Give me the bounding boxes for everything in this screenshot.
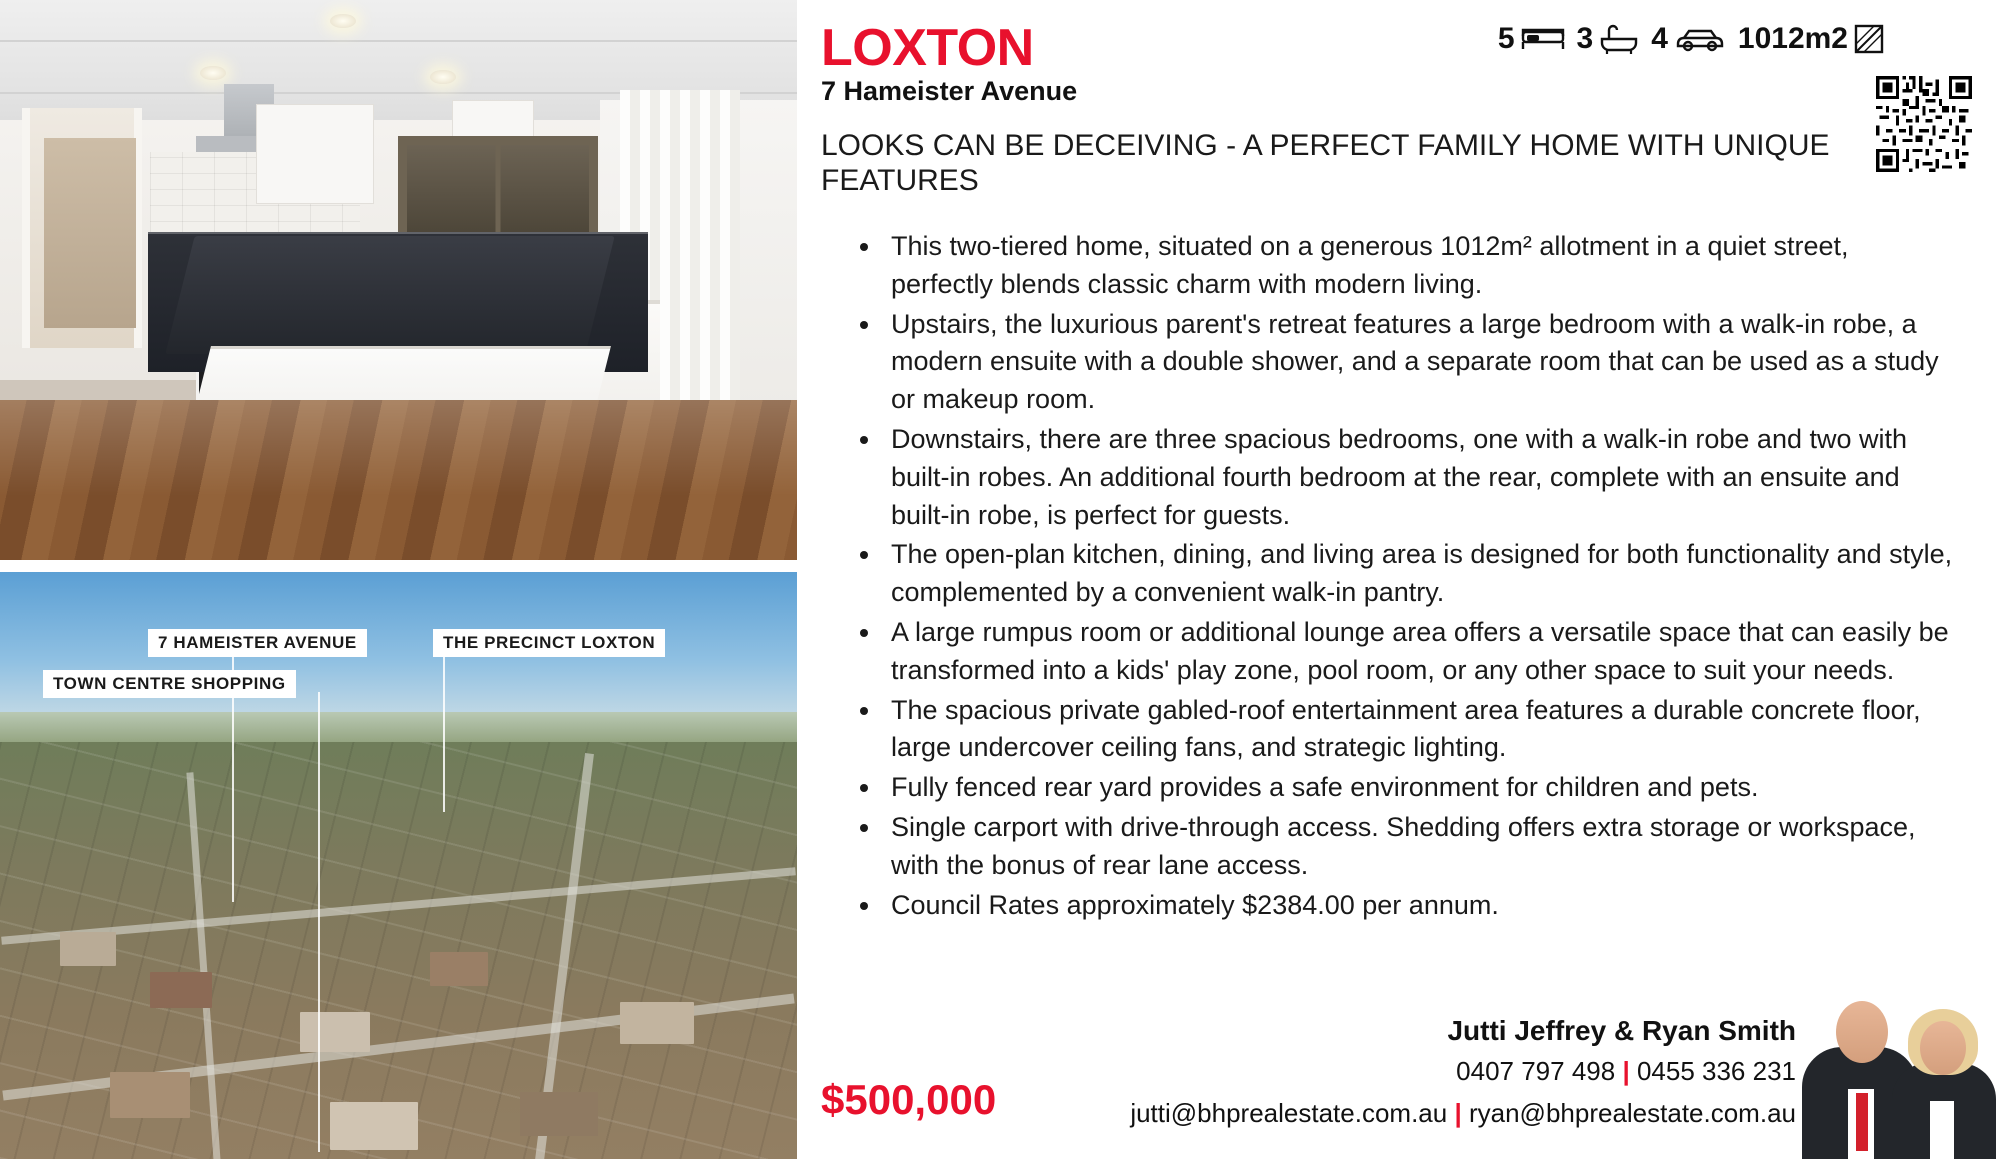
- feature-bedrooms: [1498, 22, 1565, 56]
- doorway-interior: [44, 138, 136, 328]
- price: $500,000: [821, 1076, 997, 1123]
- bathrooms-count: 3: [1576, 22, 1594, 55]
- feature-landsize: [1738, 22, 1884, 56]
- landsize-value: 1012m2: [1737, 22, 1848, 55]
- car-icon: [1674, 25, 1726, 53]
- downlight: [200, 66, 226, 80]
- bullet-item: • Single carport with drive-through access. Shedding offers extra storage or workspace, with the bonus of rear lane access.: [883, 809, 1953, 885]
- ceiling-line: [0, 40, 797, 42]
- feature-bullets: [853, 228, 1953, 926]
- doorway: [22, 108, 142, 348]
- email-2[interactable]: ryan@bhprealestate.com.au: [1468, 1098, 1796, 1128]
- downlight: [330, 14, 356, 28]
- bullet-item: • Council Rates approximately $2384.00 per annum.: [883, 887, 1953, 925]
- rooftop: [110, 1072, 190, 1118]
- headline: LOOKS CAN BE DECEIVING - A PERFECT FAMILY HOME WITH UNIQUE FEATURES: [821, 129, 1830, 198]
- agent-names: Jutti Jeffrey & Ryan Smith: [1447, 1015, 1796, 1046]
- downlight: [430, 70, 456, 84]
- qr-code[interactable]: [1876, 76, 1972, 172]
- content-column: [797, 0, 2000, 1159]
- image-column: [0, 0, 797, 1159]
- bullet-item: • The open-plan kitchen, dining, and living area is designed for both functionality and style, complemented by a convenient walk-in pantry.: [883, 536, 1953, 612]
- bedrooms-count: 5: [1497, 22, 1515, 55]
- agent-emails: [1130, 1098, 1796, 1129]
- agent-phones: [1456, 1056, 1796, 1087]
- bullet-item: • The spacious private gabled-roof entertainment area features a durable concrete floor, large undercover ceiling fans, and strategic lighting.: [883, 692, 1953, 768]
- map-label-town-centre: TOWN CENTRE SHOPPING: [43, 670, 296, 698]
- bullet-item: • This two-tiered home, situated on a generous 1012m² allotment in a quiet street, perfectly blends classic charm with modern living.: [883, 228, 1953, 304]
- feature-bathrooms: [1577, 22, 1640, 56]
- carspaces-count: 4: [1651, 22, 1668, 55]
- floor-sheen: [0, 400, 797, 560]
- rooftop: [300, 1012, 370, 1052]
- map-label-hameister-avenue: 7 HAMEISTER AVENUE: [148, 629, 367, 657]
- kitchen-photo: [0, 0, 797, 560]
- rooftop: [430, 952, 488, 986]
- bullet-item: • Fully fenced rear yard provides a safe environment for children and pets.: [883, 769, 1953, 807]
- rooftop: [520, 1092, 598, 1136]
- land-area-icon: [1854, 24, 1884, 54]
- bullet-item: • Downstairs, there are three spacious bedrooms, one with a walk-in robe and two with built-in robes. An additional fourth bedroom at the rear, complete with an ensuite and built-in robe, is perfect for guests.: [883, 421, 1953, 534]
- sky: [0, 572, 797, 732]
- bath-icon: [1599, 23, 1639, 55]
- map-label-the-precinct: THE PRECINCT LOXTON: [433, 629, 665, 657]
- overhead-cupboard: [256, 104, 374, 204]
- label-leader-line: [443, 652, 445, 812]
- island-bench-top: [165, 236, 614, 354]
- label-leader-line: [318, 692, 320, 1152]
- agent-male-head: [1836, 1001, 1888, 1063]
- email-1[interactable]: jutti@bhprealestate.com.au: [1130, 1098, 1448, 1128]
- bed-icon: [1521, 24, 1565, 54]
- agent-portrait: [1796, 959, 2000, 1159]
- rooftop: [330, 1102, 418, 1150]
- phone-2[interactable]: 0455 336 231: [1636, 1056, 1796, 1086]
- email-separator: |: [1454, 1098, 1462, 1128]
- phone-separator: |: [1622, 1056, 1630, 1086]
- bullet-item: • Upstairs, the luxurious parent's retreat features a large bedroom with a walk-in robe, a modern ensuite with a double shower, and a separate room that can be used as a study or makeup room.: [883, 306, 1953, 419]
- bullet-item: • A large rumpus room or additional lounge area offers a versatile space that can easily be transformed into a kids' play zone, pool room, or any other space to suit your needs.: [883, 614, 1953, 690]
- phone-1[interactable]: 0407 797 498: [1456, 1056, 1616, 1086]
- rooftop: [150, 972, 212, 1008]
- agent-female-face: [1920, 1021, 1966, 1075]
- agent-female-shirt: [1930, 1101, 1954, 1159]
- property-features: [1498, 22, 1884, 56]
- rooftop: [60, 932, 116, 966]
- rooftop: [620, 1002, 694, 1044]
- street-address: 7 Hameister Avenue: [821, 76, 1078, 106]
- feature-carspaces: [1651, 22, 1726, 56]
- agent-male-tie: [1856, 1093, 1868, 1151]
- suburb-title: LOXTON: [821, 19, 1034, 77]
- aerial-photo: [0, 572, 797, 1159]
